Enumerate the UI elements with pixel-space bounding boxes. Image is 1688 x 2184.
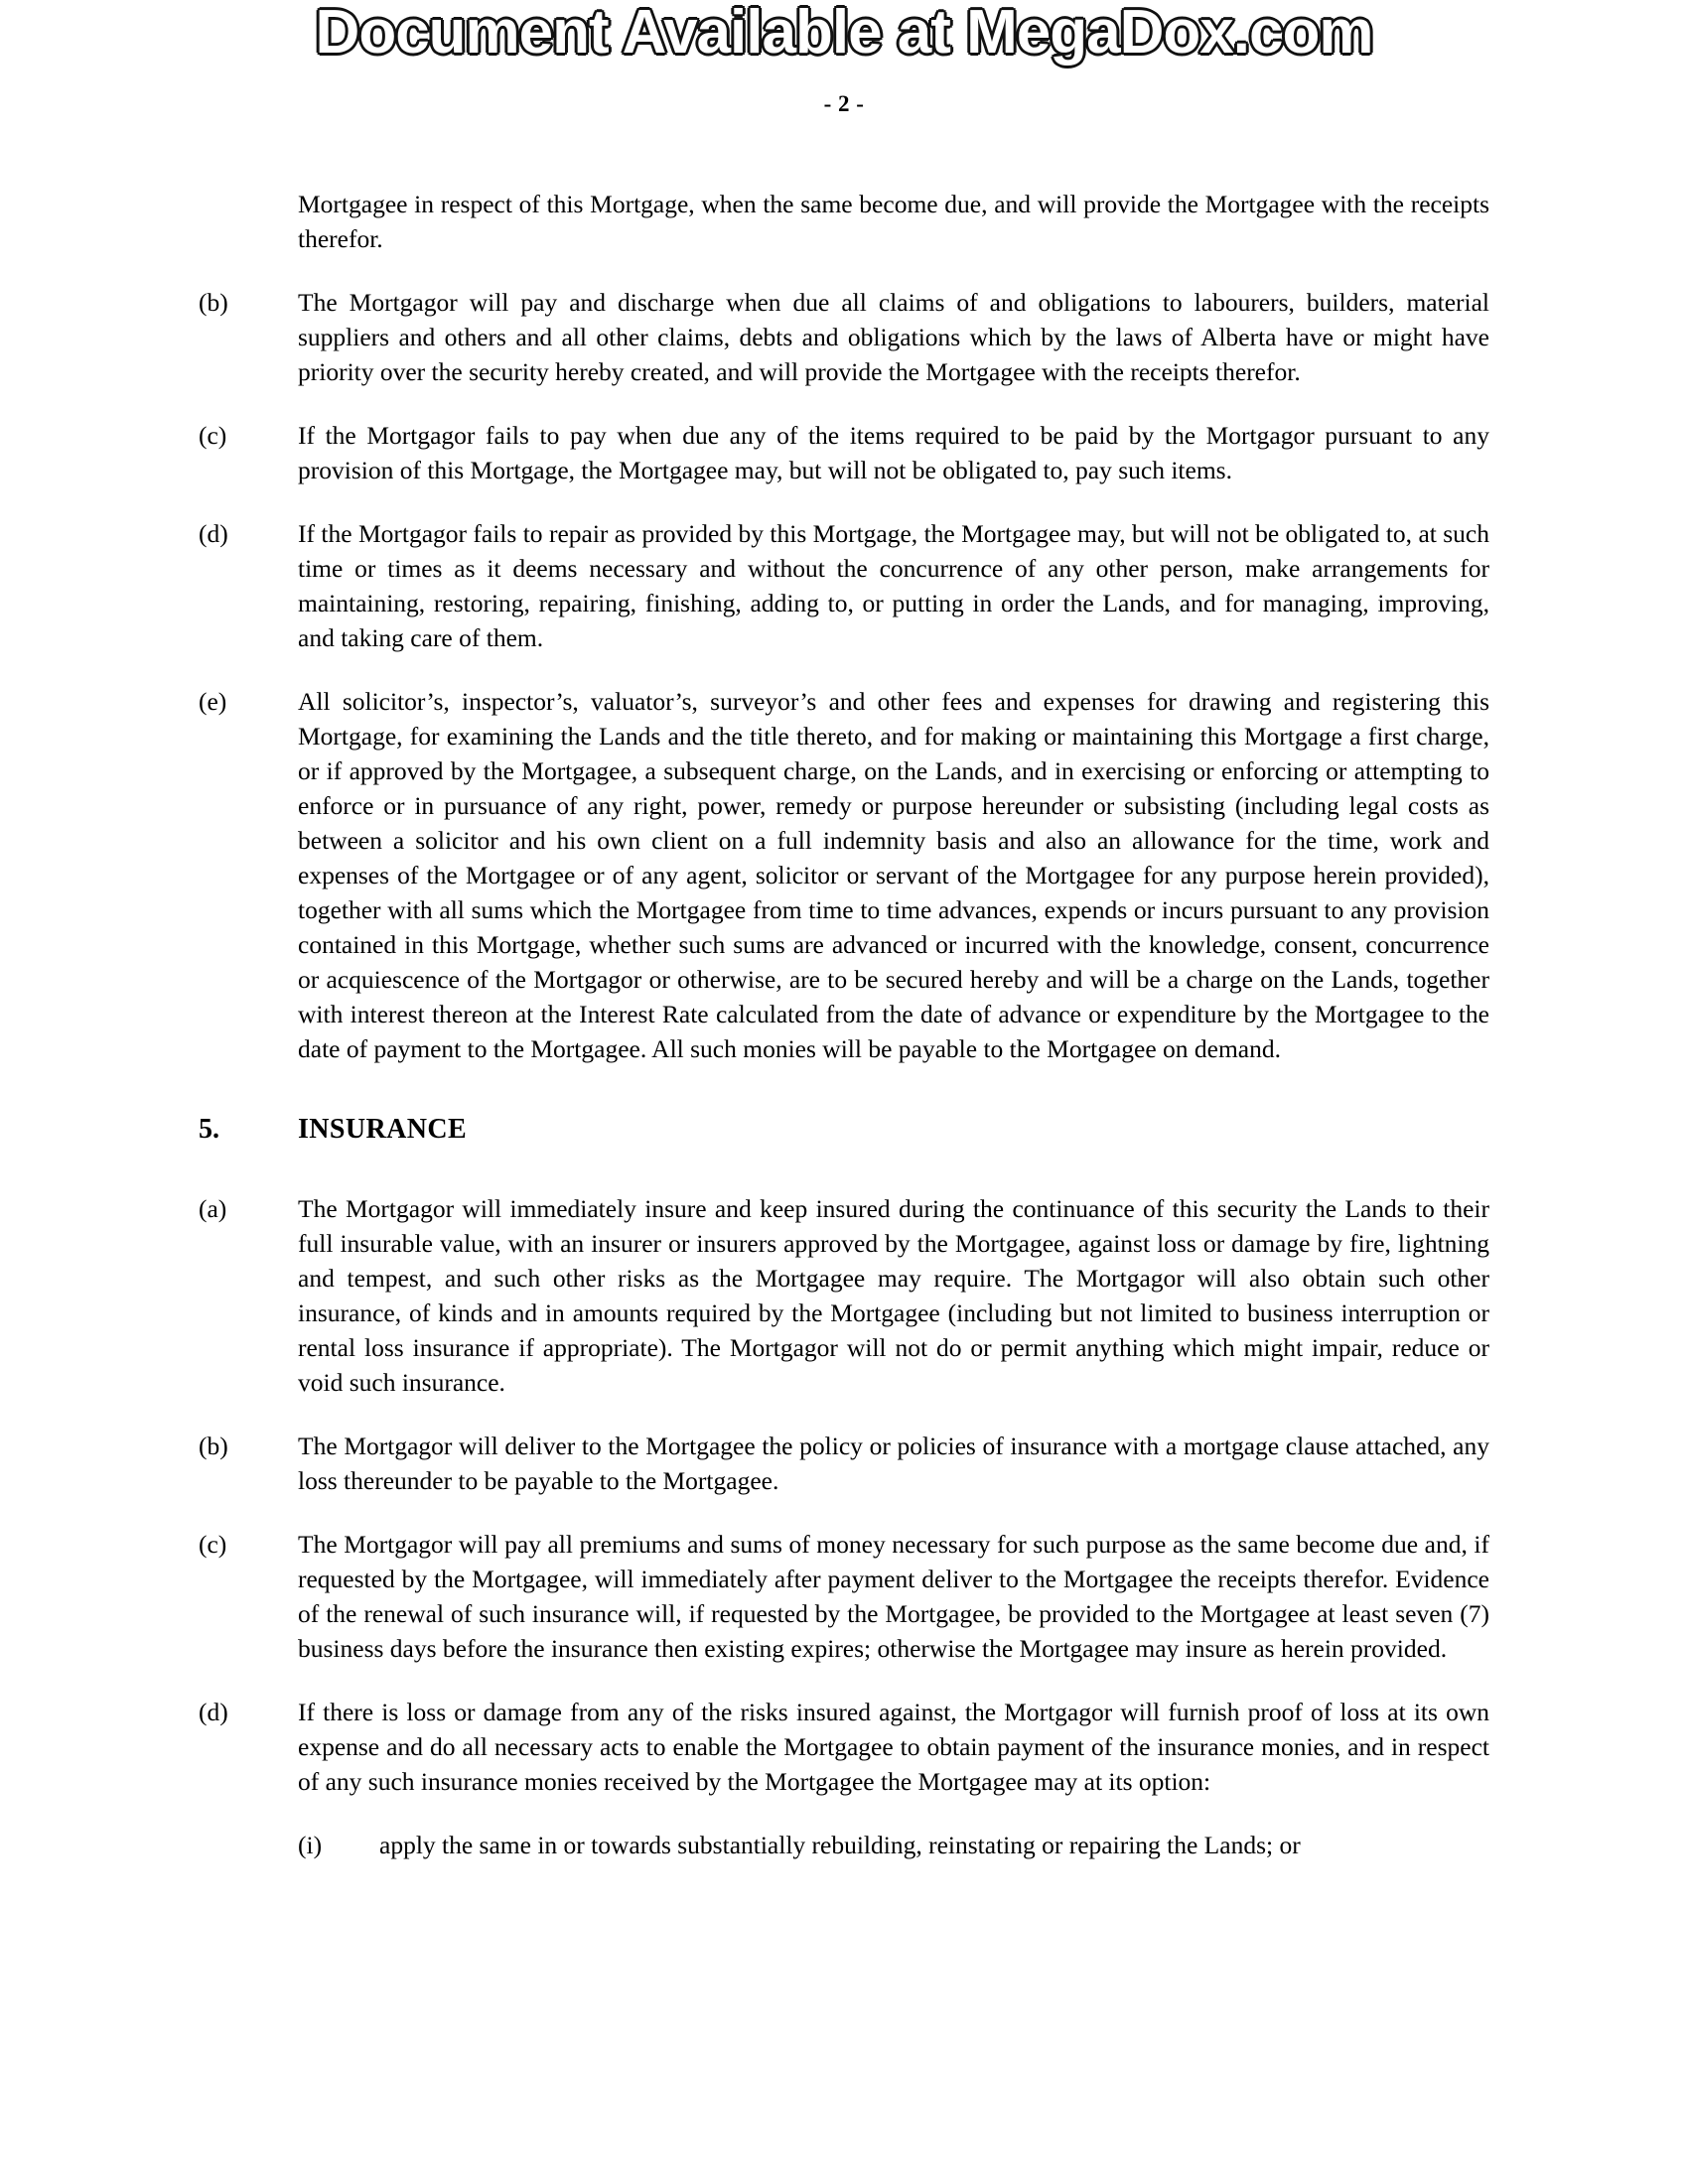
section-heading bbox=[199, 1112, 1489, 1148]
clause-label: (i) bbox=[298, 1831, 323, 1859]
clause-item bbox=[199, 1191, 1489, 1400]
clause-text: The Mortgagor will deliver to the Mortgagee the policy or policies of insurance with a mortgage clause attached, any loss thereunder to be payable to the Mortgagee. bbox=[298, 1432, 1489, 1495]
section-title: INSURANCE bbox=[298, 1114, 468, 1145]
megadox-watermark bbox=[0, 0, 1688, 67]
clause-subitem bbox=[199, 1828, 1489, 1862]
clause-text: If the Mortgagor fails to repair as provided by this Mortgage, the Mortgagee may, but will not be obligated to, at such time or times as it deems necessary and without the concurrence of any other person, make arrangements for maintaining, restoring, repairing, finishing, adding to, or putting in order the Lands, and for managing, improving, and taking care of them. bbox=[298, 519, 1489, 652]
document-body bbox=[199, 187, 1489, 1862]
clause-item bbox=[199, 1429, 1489, 1498]
clause-continuation bbox=[199, 187, 1489, 256]
clause-text: The Mortgagor will pay all premiums and sums of money necessary for such purpose as the same become due and, if requested by the Mortgagee, will immediately after payment deliver to the Mortgagee the receipts therefor. Evidence of the renewal of such insurance will, if requested by the Mortgagee, be provided to the Mortgagee at least seven (7) business days before the insurance then existing expires; otherwise the Mortgagee may insure as herein provided. bbox=[298, 1530, 1489, 1663]
clause-text: apply the same in or towards substantially rebuilding, reinstating or repairing the Lands; or bbox=[379, 1831, 1301, 1859]
clause-label: (b) bbox=[199, 288, 228, 317]
clause-item bbox=[199, 684, 1489, 1066]
clause-item bbox=[199, 516, 1489, 655]
clause-label: (c) bbox=[199, 421, 227, 450]
clause-label: (c) bbox=[199, 1530, 227, 1559]
clause-text: The Mortgagor will pay and discharge when due all claims of and obligations to labourers, builders, material suppliers and others and all other claims, debts and obligations which by the laws of Alberta have or might have priority over the security hereby created, and will provide the Mortgagee with the receipts therefor. bbox=[298, 288, 1489, 386]
clause-item bbox=[199, 418, 1489, 487]
clause-text: If the Mortgagor fails to pay when due any of the items required to be paid by the Mortgagor pursuant to any provision of this Mortgage, the Mortgagee may, but will not be obligated to, pay such items. bbox=[298, 421, 1489, 484]
clause-label: (b) bbox=[199, 1432, 228, 1460]
clause-text: If there is loss or damage from any of the risks insured against, the Mortgagor will furnish proof of loss at its own expense and do all necessary acts to enable the Mortgagee to obtain payment of the insurance monies, and in respect of any such insurance monies received by the Mortgagee the Mortgagee may at its option: bbox=[298, 1698, 1489, 1796]
clause-label: (d) bbox=[199, 1698, 228, 1726]
clause-label: (a) bbox=[199, 1194, 227, 1223]
clause-text: Mortgagee in respect of this Mortgage, when the same become due, and will provide the Mortgagee with the receipts therefor. bbox=[298, 190, 1489, 253]
clause-item bbox=[199, 1527, 1489, 1666]
clause-text: The Mortgagor will immediately insure and keep insured during the continuance of this security the Lands to their full insurable value, with an insurer or insurers approved by the Mortgagee, against loss or damage by fire, lightning and tempest, and such other risks as the Mortgagee may require. The Mortgagor will also obtain such other insurance, of kinds and in amounts required by the Mortgagee (including but not limited to business interruption or rental loss insurance if appropriate). The Mortgagor will not do or permit anything which might impair, reduce or void such insurance. bbox=[298, 1194, 1489, 1397]
clause-label: (e) bbox=[199, 687, 227, 716]
section-number: 5. bbox=[199, 1114, 219, 1145]
clause-item bbox=[199, 1695, 1489, 1799]
page-number: - 2 - bbox=[823, 91, 865, 116]
watermark-text: Document Available at MegaDox.com bbox=[315, 0, 1373, 67]
clause-text: All solicitor’s, inspector’s, valuator’s, surveyor’s and other fees and expenses for drawing and registering this Mortgage, for examining the Lands and the title thereto, and for making or maintaining this Mortgage a first charge, or if approved by the Mortgagee, a subsequent charge, on the Lands, and in exercising or enforcing or attempting to enforce or in pursuance of any right, power, remedy or purpose hereunder or subsisting (including legal costs as between a solicitor and his own client on a full indemnity basis and also an allowance for the time, work and expenses of the Mortgagee or of any agent, solicitor or servant of the Mortgagee for any purpose herein provided), together with all sums which the Mortgagee from time to time advances, expends or incurs pursuant to any provision contained in this Mortgage, whether such sums are advanced or incurred with the knowledge, consent, concurrence or acquiescence of the Mortgagor or otherwise, are to be secured hereby and will be a charge on the Lands, together with interest thereon at the Interest Rate calculated from the date of advance or expenditure by the Mortgagee to the date of payment to the Mortgagee. All such monies will be payable to the Mortgagee on demand. bbox=[298, 687, 1489, 1063]
clause-item bbox=[199, 285, 1489, 389]
clause-label: (d) bbox=[199, 519, 228, 548]
